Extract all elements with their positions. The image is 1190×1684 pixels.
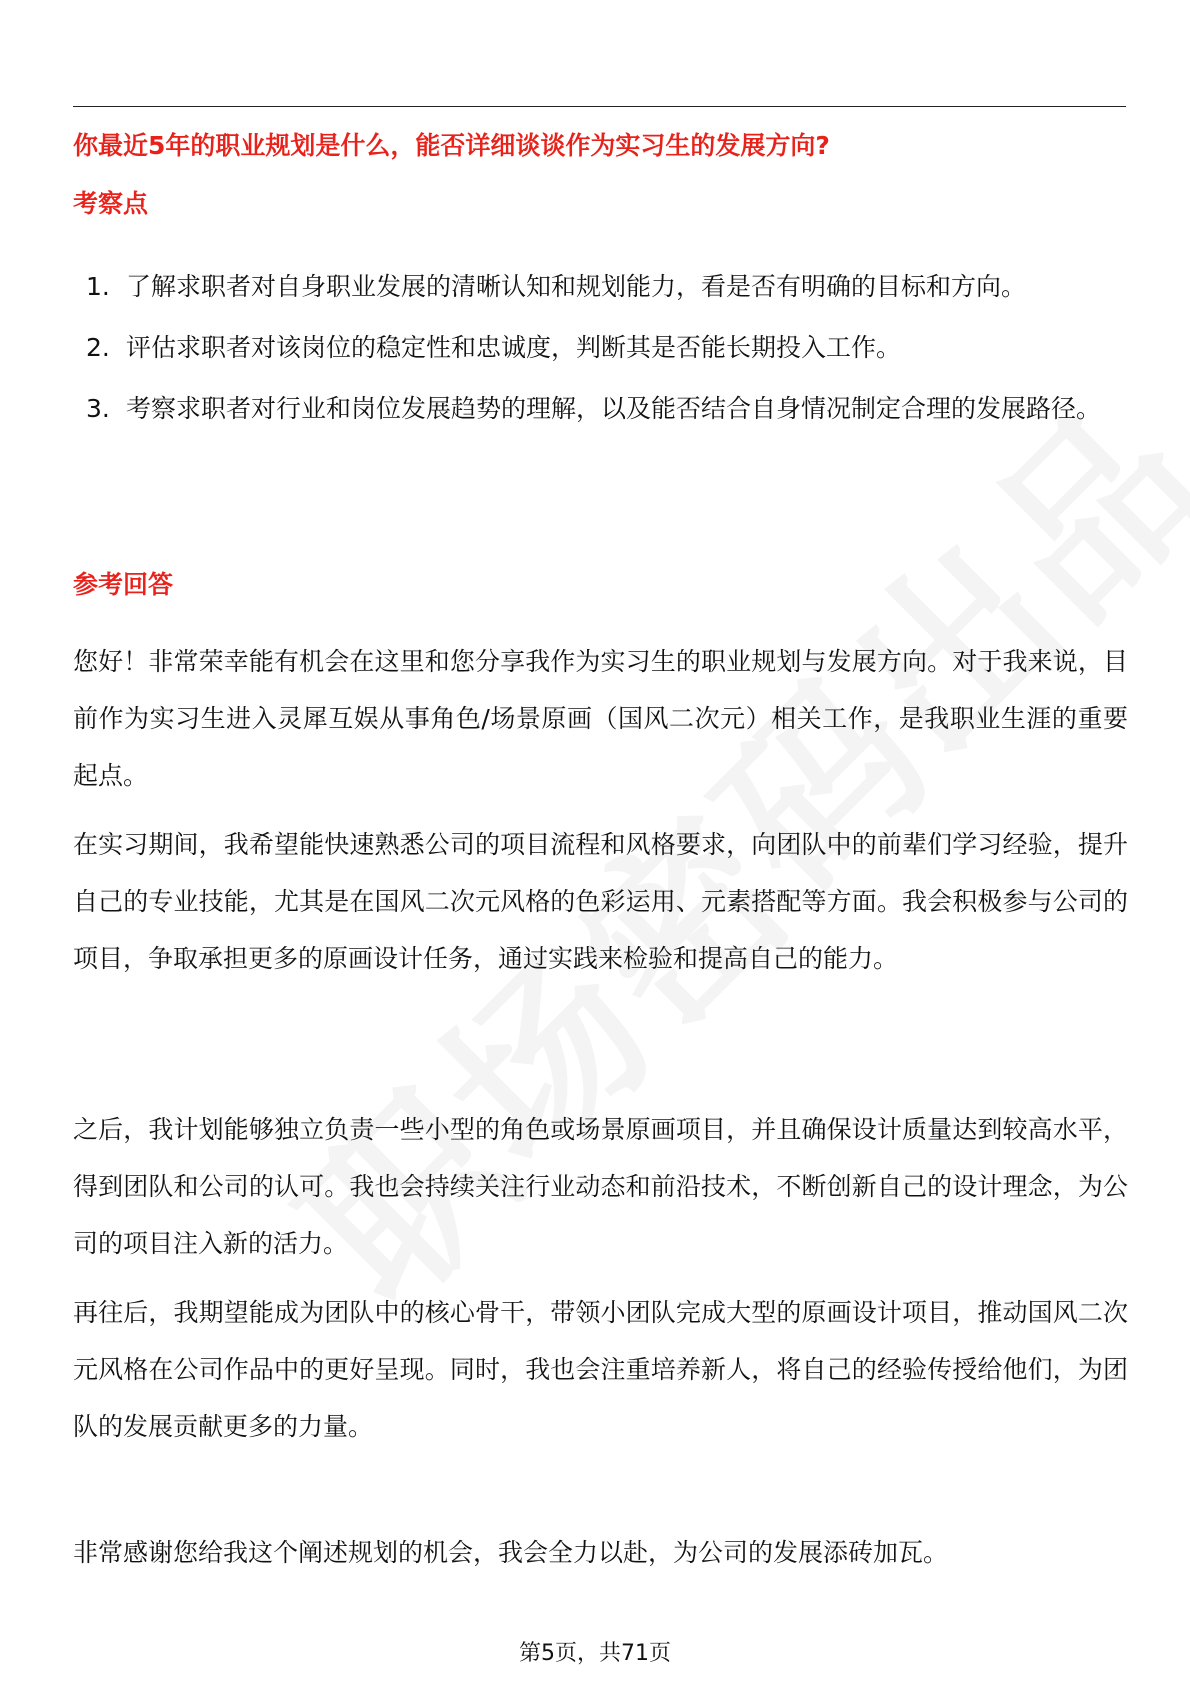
points-heading: 考察点 xyxy=(73,189,149,218)
point-item xyxy=(80,319,1130,376)
top-divider xyxy=(73,106,1126,107)
answer-paragraph: 您好！非常荣幸能有机会在这里和您分享我作为实习生的职业规划与发展方向。对于我来说，目前作为实习生进入灵犀互娱从事角色/场景原画（国风二次元）相关工作，是我职业生涯的重要起点。 xyxy=(73,647,1128,790)
answer-paragraph: 非常感谢您给我这个阐述规划的机会，我会全力以赴，为公司的发展添砖加瓦。 xyxy=(73,1538,949,1567)
points-list xyxy=(80,258,1130,441)
point-number: 3. xyxy=(86,394,110,423)
question-title: 你最近5年的职业规划是什么，能否详细谈谈作为实习生的发展方向? xyxy=(73,131,830,160)
answer-paragraph: 再往后，我期望能成为团队中的核心骨干，带领小团队完成大型的原画设计项目，推动国风二次元风格在公司作品中的更好呈现。同时，我也会注重培养新人，将自己的经验传授给他们，为团队的发展贡献更多的力量。 xyxy=(73,1298,1128,1441)
point-text: 了解求职者对自身职业发展的清晰认知和规划能力，看是否有明确的目标和方向。 xyxy=(126,272,1027,301)
point-item xyxy=(80,258,1130,315)
point-number: 1. xyxy=(86,272,110,301)
answer-paragraph: 在实习期间，我希望能快速熟悉公司的项目流程和风格要求，向团队中的前辈们学习经验，提升自己的专业技能，尤其是在国风二次元风格的色彩运用、元素搭配等方面。我会积极参与公司的项目，争取承担更多的原画设计任务，通过实践来检验和提高自己的能力。 xyxy=(73,830,1128,973)
point-item xyxy=(80,380,1130,437)
page-number: 第5页，共71页 xyxy=(519,1641,671,1666)
answer-heading: 参考回答 xyxy=(73,570,174,599)
point-text: 考察求职者对行业和岗位发展趋势的理解，以及能否结合自身情况制定合理的发展路径。 xyxy=(126,394,1102,423)
point-number: 2. xyxy=(86,333,110,362)
answer-paragraph: 之后，我计划能够独立负责一些小型的角色或场景原画项目，并且确保设计质量达到较高水平，得到团队和公司的认可。我也会持续关注行业动态和前沿技术，不断创新自己的设计理念，为公司的项目注入新的活力。 xyxy=(73,1115,1128,1258)
point-text: 评估求职者对该岗位的稳定性和忠诚度，判断其是否能长期投入工作。 xyxy=(126,333,902,362)
